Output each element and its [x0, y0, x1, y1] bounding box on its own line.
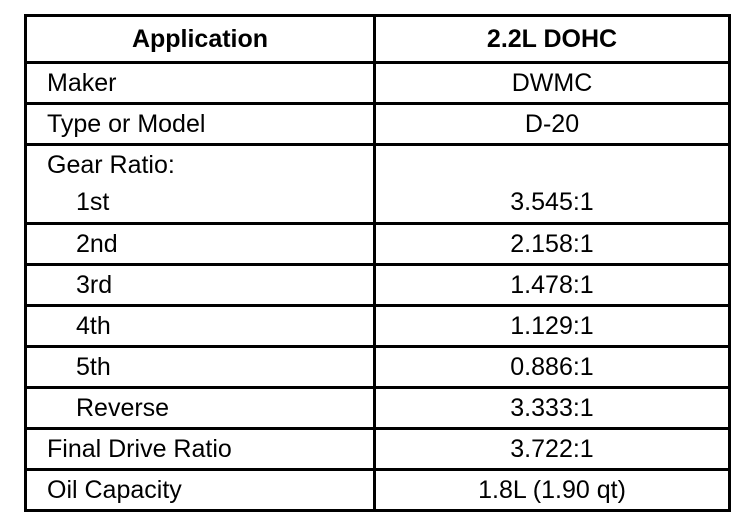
row-label: 5th	[26, 347, 375, 388]
table-row	[26, 145, 730, 224]
row-value: 3.722:1	[375, 429, 730, 470]
row-label: Type or Model	[26, 104, 375, 145]
row-value: DWMC	[375, 63, 730, 104]
row-label: 1st	[76, 188, 110, 216]
table-row	[26, 347, 730, 388]
table-header-row	[26, 16, 730, 63]
table-row	[26, 224, 730, 265]
table-row	[26, 306, 730, 347]
header-application: Application	[26, 16, 375, 63]
table-row	[26, 63, 730, 104]
row-label: Reverse	[26, 388, 375, 429]
table-row	[26, 265, 730, 306]
gear-ratio-label-cell	[26, 145, 375, 224]
row-value: 1.129:1	[375, 306, 730, 347]
row-label: 3rd	[26, 265, 375, 306]
row-value: D-20	[375, 104, 730, 145]
row-label: Final Drive Ratio	[26, 429, 375, 470]
table-row	[26, 104, 730, 145]
header-engine: 2.2L DOHC	[375, 16, 730, 63]
row-label: 2nd	[26, 224, 375, 265]
row-value: 2.158:1	[375, 224, 730, 265]
gear-ratio-value-cell	[375, 145, 730, 224]
row-value: 1.8L (1.90 qt)	[375, 470, 730, 511]
row-label: Maker	[26, 63, 375, 104]
row-label: 4th	[26, 306, 375, 347]
row-value: 0.886:1	[375, 347, 730, 388]
row-value: 3.333:1	[375, 388, 730, 429]
row-value: 3.545:1	[510, 188, 594, 216]
row-label: Oil Capacity	[26, 470, 375, 511]
specifications-table	[24, 14, 731, 512]
gear-ratio-heading: Gear Ratio:	[47, 151, 175, 179]
table-row	[26, 429, 730, 470]
table-row	[26, 388, 730, 429]
row-value: 1.478:1	[375, 265, 730, 306]
table-row	[26, 470, 730, 511]
